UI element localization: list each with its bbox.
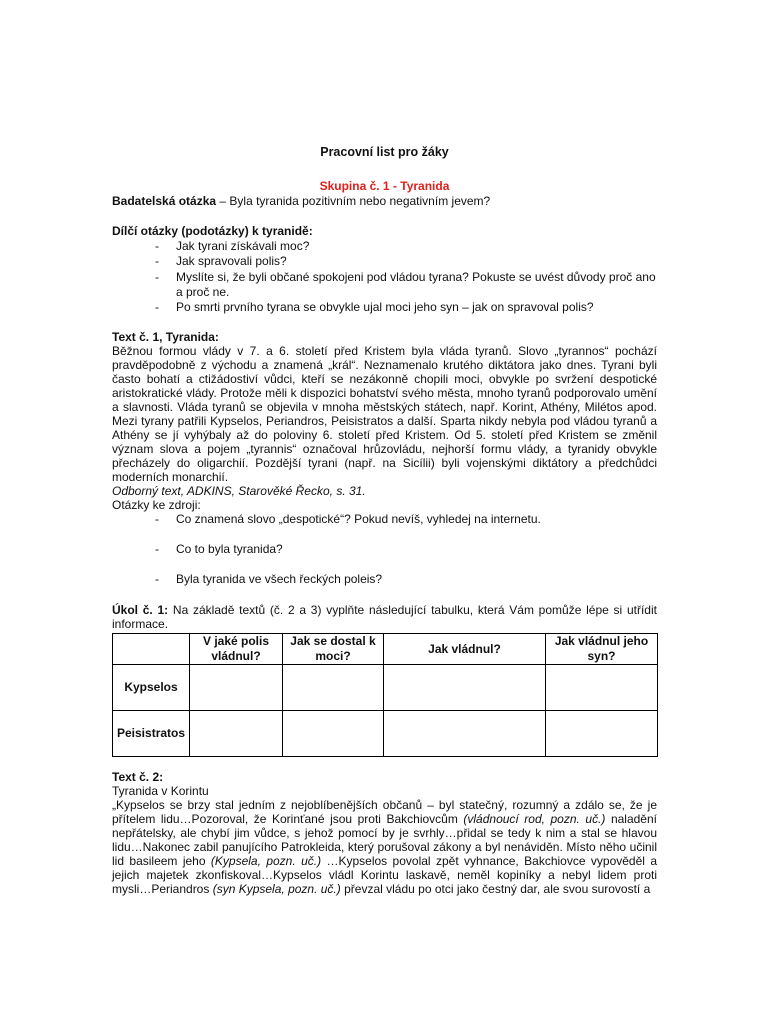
text-2-subtitle: Tyranida v Korintu: [112, 784, 209, 798]
research-question: [112, 194, 657, 208]
row-label: Kypselos: [113, 665, 190, 711]
table-cell[interactable]: [190, 665, 283, 711]
text-2-part: …Kypselos povolal zpět vyhnance, Bakchiovce vypověděl a jejich majetek zkonfiskoval…Kypselos vládl Korintu laskavě, neměl kopiníky a nebyl lidem proti mysli…Periandros: [112, 854, 658, 896]
text-2-body: [112, 798, 657, 896]
text-2-part: „Kypselos se brzy stal jedním z nejoblíbenějších občanů – byl statečný, rozumný a zdálo se, že je přítelem lidu…Pozoroval, že Korinťané jsou proti Bakchiovcům: [112, 798, 657, 826]
task-1-text: Na základě textů (č. 2 a 3) vyplňte následující tabulku, která Vám pomůže lépe si utřídit informace.: [112, 603, 657, 631]
table-header-cell: V jaké polis vládnul?: [190, 634, 283, 665]
text-2-section: [112, 770, 657, 896]
table-cell[interactable]: [190, 711, 283, 757]
text-1-source: Odborný text, ADKINS, Starověké Řecko, s. 31.: [112, 484, 366, 498]
table-header-row: [113, 634, 658, 665]
task-1: [112, 603, 657, 631]
table-header-cell: Jak se dostal k moci?: [283, 634, 384, 665]
subquestions: [112, 224, 657, 315]
subquestion-item: - Jak tyrani získávali moc?: [112, 239, 657, 254]
task-1-label: Úkol č. 1:: [112, 603, 169, 617]
text-2-part: (Kypsela, pozn. uč.): [210, 854, 322, 868]
text-1-heading: Text č. 1, Tyranida:: [112, 330, 219, 344]
table-cell[interactable]: [546, 665, 658, 711]
text-2-part: (vládnoucí rod, pozn. uč.): [463, 812, 606, 826]
source-question-item: - Byla tyranida ve všech řeckých poleis?: [112, 572, 657, 586]
research-question-label: Badatelská otázka: [112, 194, 217, 208]
table-cell[interactable]: [384, 665, 546, 711]
research-question-text: – Byla tyranida pozitivním nebo negativním jevem?: [216, 194, 491, 208]
source-questions-heading: Otázky ke zdroji:: [112, 498, 201, 512]
table-cell[interactable]: [283, 665, 384, 711]
table-cell[interactable]: [546, 711, 658, 757]
source-question-item: - Co to byla tyranida?: [112, 542, 657, 556]
page-title: Pracovní list pro žáky: [320, 145, 449, 159]
subquestions-heading: Dílčí otázky (podotázky) k tyranidě:: [112, 224, 313, 238]
subquestion-item: - Po smrti prvního tyrana se obvykle ujal moci jeho syn – jak on spravoval polis?: [112, 300, 657, 315]
text-2-part: převzal vládu po otci jako čestný dar, ale svou surovostí a: [340, 882, 651, 896]
row-label: Peisistratos: [113, 711, 190, 757]
source-questions-list: [112, 542, 657, 556]
table-cell[interactable]: [384, 711, 546, 757]
table-header-cell: Jak vládnul jeho syn?: [546, 634, 658, 665]
subquestions-list: [112, 239, 657, 315]
table-row: [113, 665, 658, 711]
table-header-cell: [113, 634, 190, 665]
group-heading: Skupina č. 1 - Tyranida: [319, 179, 450, 193]
table-row: [113, 711, 658, 757]
text-2-part: naladění nepřátelsky, ale chybí jim vůdce, s jehož pomocí by je svrhly…přidal se tedy k nim a stal se hlavou lidu…Nakonec zabil panujícího Patrokleida, který porušoval zákony a byl nenáviděn. Místo něho učinil lid basileem jeho: [112, 812, 657, 868]
text-1-section: [112, 330, 657, 512]
table-header-cell: Jak vládnul?: [384, 634, 546, 665]
text-2-part: (syn Kypsela, pozn. uč.): [212, 882, 341, 896]
text-1-body: Běžnou formou vlády v 7. a 6. století před Kristem byla vláda tyranů. Slovo „tyrannos“ pochází pravděpodobně z východu a znamená „král“. Neznamenalo krutého diktátora jako dnes. Tyrani byli často bohatí a ctižádostiví vůdci, kteří se nezákonně chopili moci, obvykle po svržení despotické aristokratické vlády. Protože měli k dispozici bohatství svého města, mnoho tyranů podporovalo umění a slavnosti. Vláda tyranů se objevila v mnoha městských státech, např. Korint, Athény, Milétos apod. Mezi tyrany patřili Kypselos, Periandros, Peisistratos a další. Sparta nikdy nebyla pod vládou tyranů a Athény se jí vyhýbaly až do poloviny 6. století před Kristem. Od 5. století před Kristem se změnil význam slova a pojem „tyrannis“ označoval hrůzovládu, nejhorší formu vlády, a tyranidy obvykle přecházely do oligarchií. Pozdější tyrani (např. na Sicílii) byli vojenskými diktátory a předchůdci moderních monarchií.: [112, 344, 657, 484]
info-table: [112, 633, 658, 757]
table-cell[interactable]: [283, 711, 384, 757]
subquestion-item: - Myslíte si, že byli občané spokojeni pod vládou tyrana? Pokuste se uvést důvody proč ano a proč ne.: [112, 270, 657, 300]
subquestion-item: - Jak spravovali polis?: [112, 254, 657, 269]
text-2-heading: Text č. 2:: [112, 770, 164, 784]
source-questions-list: [112, 512, 657, 526]
source-question-item: - Co znamená slovo „despotické“? Pokud nevíš, vyhledej na internetu.: [112, 512, 657, 526]
source-questions-list: [112, 572, 657, 586]
